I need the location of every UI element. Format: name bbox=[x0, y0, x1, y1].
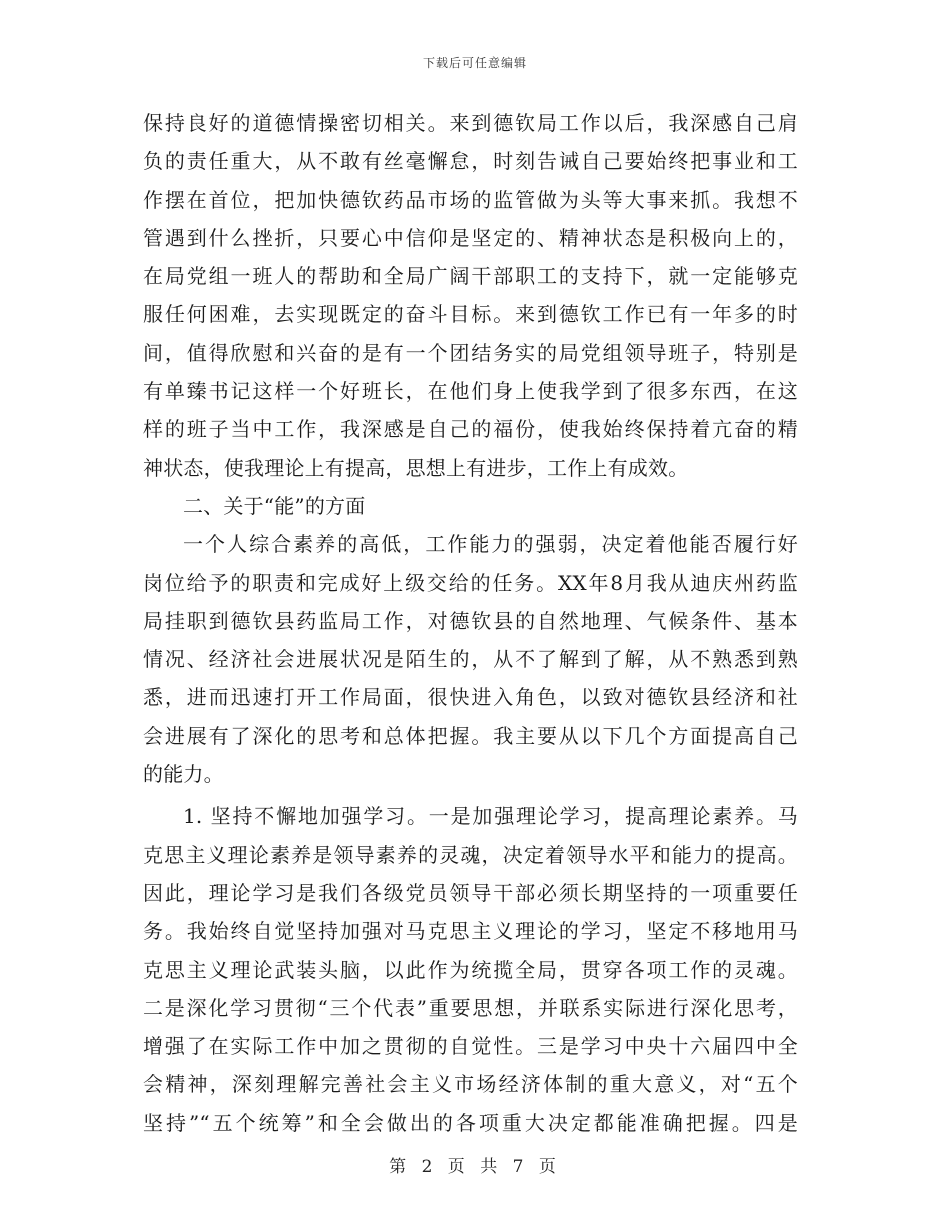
text-line: 因此，理论学习是我们各级党员领导干部必须长期坚持的一项重要任 bbox=[143, 880, 798, 905]
text-line: 悉，进而迅速打开工作局面，很快进入角色，以致对德钦县经济和社 bbox=[143, 685, 798, 710]
text-line: 样的班子当中工作，我深感是自己的福份，使我始终保持着亢奋的精 bbox=[143, 417, 798, 442]
text-line: 坚持”“五个统筹”和全会做出的各项重大决定都能准确把握。四是 bbox=[143, 1110, 798, 1135]
paragraph-continuation bbox=[143, 104, 798, 487]
text-line: 岗位给予的职责和完成好上级交给的任务。XX年8月我从迪庆州药监 bbox=[143, 570, 798, 595]
text-line: 克思主义理论素养是领导素养的灵魂，决定着领导水平和能力的提高。 bbox=[143, 842, 798, 867]
text-line: 神状态，使我理论上有提高，思想上有进步，工作上有成效。 bbox=[143, 455, 689, 480]
text-line: 一个人综合素养的高低，工作能力的强弱，决定着他能否履行好 bbox=[183, 532, 798, 557]
paragraph-study bbox=[143, 797, 798, 1142]
text-line: 的能力。 bbox=[143, 762, 224, 787]
text-line: 保持良好的道德情操密切相关。来到德钦局工作以后，我深感自己肩 bbox=[143, 111, 798, 135]
text-line: 克思主义理论武装头脑，以此作为统揽全局，贯穿各项工作的灵魂。 bbox=[143, 957, 798, 982]
text-line: 会进展有了深化的思考和总体把握。我主要从以下几个方面提高自己 bbox=[143, 723, 798, 748]
page-number: 第 2 页 共 7 页 bbox=[389, 1157, 561, 1177]
text-line: 作摆在首位，把加快德钦药品市场的监管做为头等大事来抓。我想不 bbox=[143, 187, 798, 212]
text-line: 务。我始终自觉坚持加强对马克思主义理论的学习，坚定不移地用马 bbox=[143, 919, 798, 944]
text-line: 有单臻书记这样一个好班长，在他们身上使我学到了很多东西，在这 bbox=[143, 379, 798, 404]
text-line: 1. 坚持不懈地加强学习。一是加强理论学习，提高理论素养。马 bbox=[183, 804, 798, 829]
text-line: 二是深化学习贯彻“三个代表”重要思想，并联系实际进行深化思考， bbox=[143, 995, 798, 1020]
paragraph-ability-intro bbox=[143, 525, 798, 793]
text-line: 会精神，深刻理解完善社会主义市场经济体制的重大意义，对“五个 bbox=[143, 1072, 798, 1097]
text-line: 管遇到什么挫折，只要心中信仰是坚定的、精神状态是积极向上的， bbox=[143, 225, 798, 250]
text-line: 服任何困难，去实现既定的奋斗目标。来到德钦工作已有一年多的时 bbox=[143, 302, 798, 327]
text-line: 局挂职到德钦县药监局工作，对德钦县的自然地理、气候条件、基本 bbox=[143, 608, 798, 633]
section-heading-text: 二、关于“能”的方面 bbox=[183, 493, 366, 518]
text-line: 增强了在实际工作中加之贯彻的自觉性。三是学习中央十六届四中全 bbox=[143, 1034, 798, 1059]
document-body bbox=[143, 104, 798, 1142]
text-line: 间，值得欣慰和兴奋的是有一个团结务实的局党组领导班子，特别是 bbox=[143, 340, 798, 365]
text-line: 情况、经济社会进展状况是陌生的，从不了解到了解，从不熟悉到熟 bbox=[143, 647, 798, 672]
section-heading bbox=[143, 487, 798, 525]
text-line: 在局党组一班人的帮助和全局广阔干部职工的支持下，就一定能够克 bbox=[143, 264, 798, 289]
text-line: 负的责任重大，从不敢有丝毫懈怠，时刻告诫自己要始终把事业和工 bbox=[143, 149, 798, 174]
header-note: 下载后可任意编辑 bbox=[422, 56, 527, 70]
